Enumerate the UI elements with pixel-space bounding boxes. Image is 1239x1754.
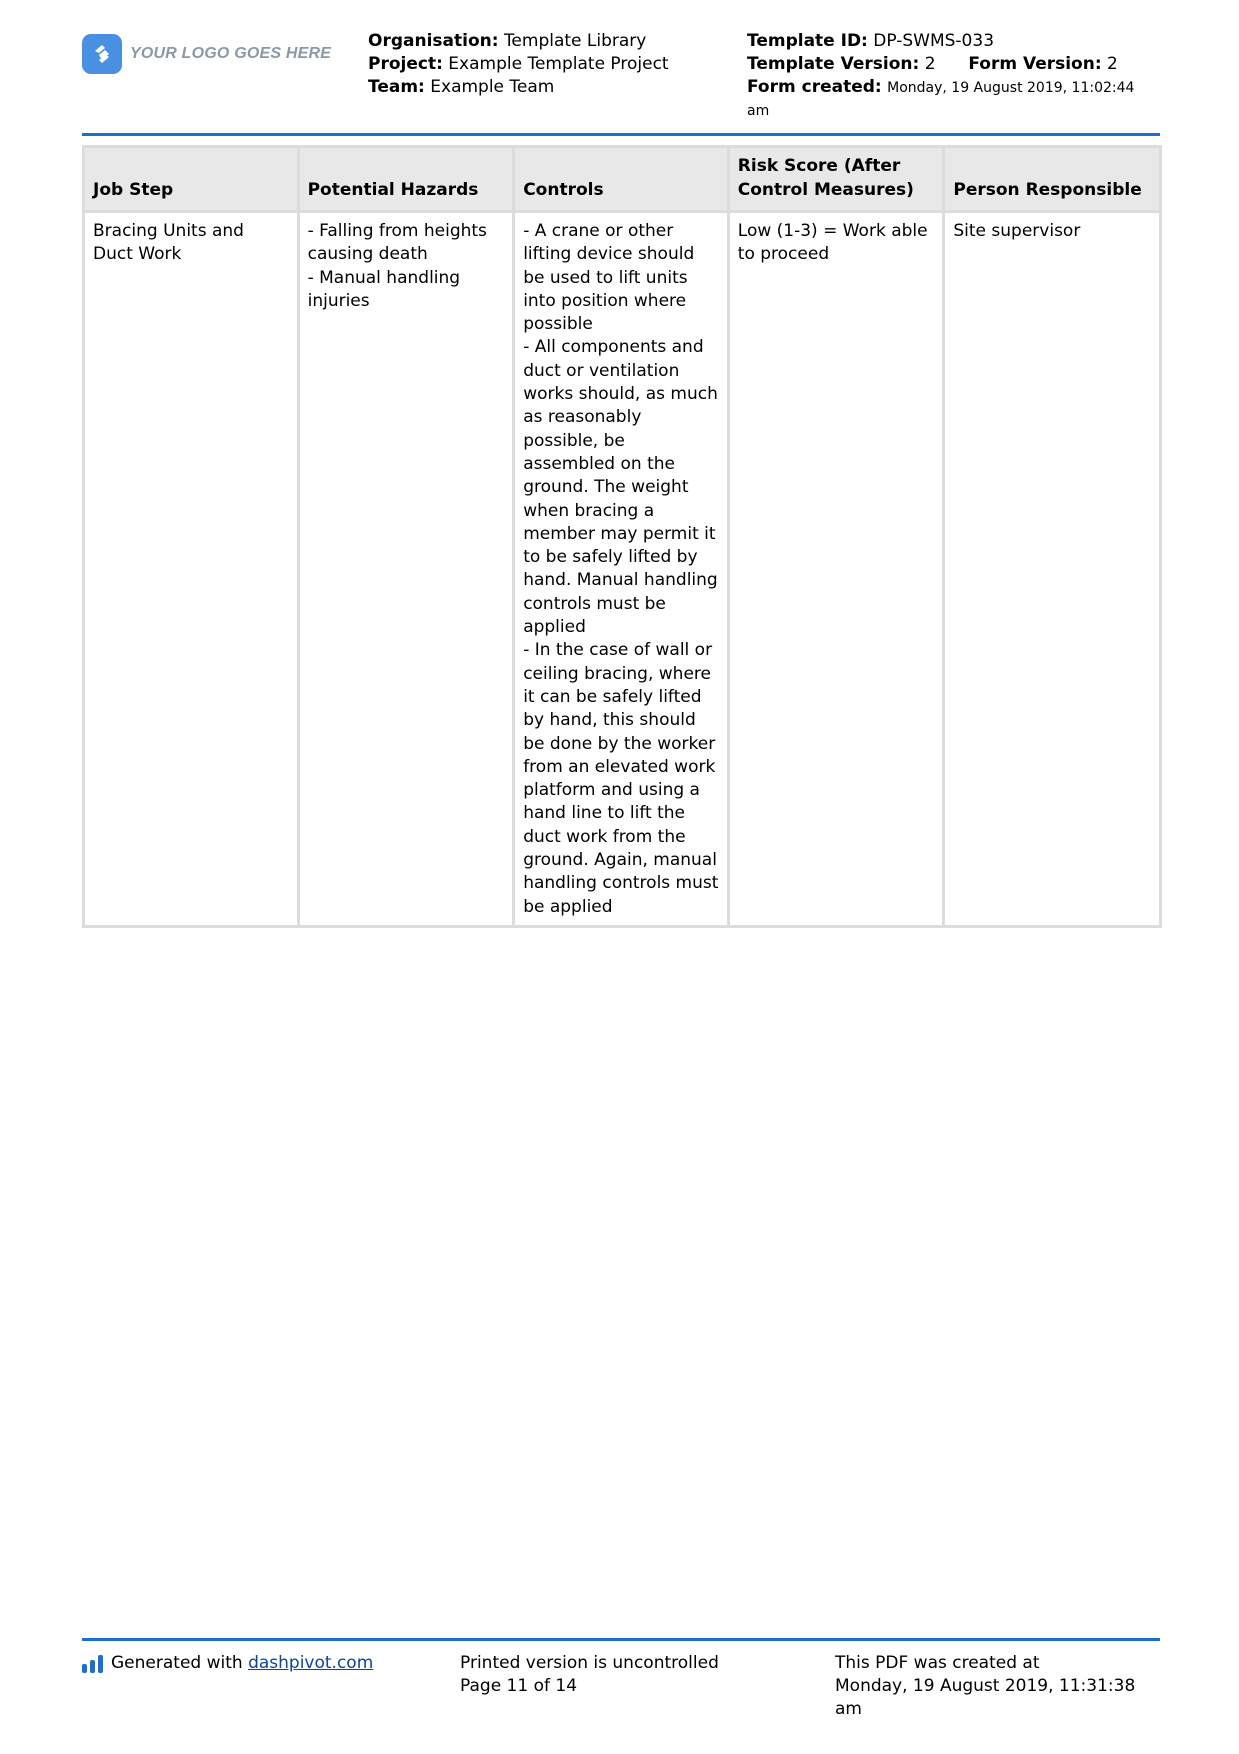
header-divider: [82, 133, 1160, 136]
pdf-created-date-cont: am: [835, 1699, 862, 1719]
template-id-label: Template ID:: [747, 31, 868, 51]
cell-person-responsible: Site supervisor: [944, 212, 1161, 927]
cell-job-step: Bracing Units and Duct Work: [84, 212, 299, 927]
page-header: [82, 30, 1160, 130]
control-item: - A crane or other lifting device should be used to lift units into position where possible: [523, 221, 695, 335]
template-version-value: 2: [924, 54, 936, 74]
column-header-risk-score: Risk Score (After Control Measures): [728, 147, 944, 212]
company-logo: [82, 34, 331, 74]
footer-divider: [82, 1638, 1160, 1641]
template-id-value: DP-SWMS-033: [873, 31, 995, 51]
dashpivot-link[interactable]: dashpivot.com: [248, 1653, 374, 1673]
page-number: Page 11 of 14: [460, 1676, 578, 1696]
form-created-value: Monday, 19 August 2019, 11:02:44: [887, 80, 1135, 96]
footer-created: [835, 1652, 1135, 1721]
org-label: Organisation:: [368, 31, 499, 51]
form-version-value: 2: [1107, 54, 1118, 74]
dashpivot-bars-icon: [82, 1655, 103, 1673]
control-item: - In the case of wall or ceiling bracing, where it can be safely lifted by hand, this should be done by the worker from an elevated work platform and using a hand line to lift the duct work from the ground. Again, manual handling controls must be applied: [523, 640, 719, 917]
table-row: [84, 212, 1161, 927]
column-header-potential-hazards: Potential Hazards: [298, 147, 514, 212]
uncontrolled-notice: Printed version is uncontrolled: [460, 1653, 719, 1673]
table-header-row: [84, 147, 1161, 212]
project-value: Example Template Project: [448, 54, 669, 74]
template-info: [747, 30, 1167, 123]
cell-risk-score: Low (1-3) = Work able to proceed: [728, 212, 944, 927]
control-item: - All components and duct or ventilation works should, as much as reasonably possible, be assembled on the ground. The weight when bracing a member may permit it to be safely lifted by hand. Manual handling controls must be applied: [523, 337, 718, 638]
logo-mark-icon: [82, 34, 122, 74]
hazard-item: - Manual handling injuries: [307, 267, 461, 311]
form-created-value-cont: am: [747, 103, 770, 119]
cell-controls: [514, 212, 729, 927]
form-version-label: Form Version:: [968, 54, 1102, 74]
template-version-label: Template Version:: [747, 54, 920, 74]
footer-generated: [82, 1652, 373, 1675]
pdf-created-date: Monday, 19 August 2019, 11:31:38: [835, 1676, 1136, 1696]
column-header-controls: Controls: [514, 147, 729, 212]
organisation-info: [368, 30, 669, 99]
project-label: Project:: [368, 54, 443, 74]
team-label: Team:: [368, 77, 425, 97]
footer-status: [460, 1652, 719, 1698]
logo-text: YOUR LOGO GOES HERE: [130, 45, 332, 62]
column-header-person-responsible: Person Responsible: [944, 147, 1161, 212]
column-header-job-step: Job Step: [84, 147, 299, 212]
generated-prefix: Generated with: [111, 1653, 249, 1673]
org-value: Template Library: [503, 31, 647, 51]
swms-table: [82, 145, 1162, 928]
form-created-label: Form created:: [747, 77, 882, 97]
cell-potential-hazards: [298, 212, 514, 927]
pdf-created-label: This PDF was created at: [835, 1653, 1040, 1673]
hazard-item: - Falling from heights causing death: [307, 221, 487, 265]
team-value: Example Team: [430, 77, 555, 97]
